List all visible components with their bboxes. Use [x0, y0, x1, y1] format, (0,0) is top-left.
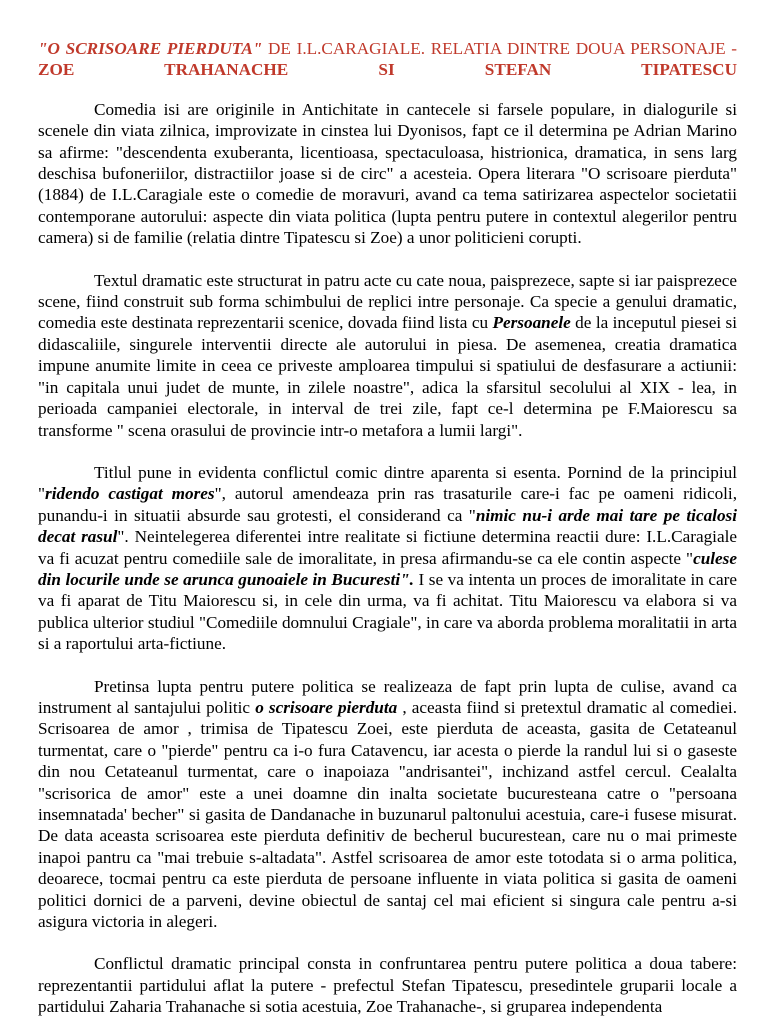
paragraph-text: Comedia isi are originile in Antichitate in cantecele si farsele populare, in dialogurile si scenele din viata zilnica, improvizate in cinstea lui Dyonisos, fapt ce il determina pe Adrian Marino sa afirme: "descendenta exuberanta, licentioasa, spectaculoasa, histrionica, dramatica, in sens larg deschisa bufoneriilor, distractiilor joase si de circ" a acesteia. Opera literara "O scrisoare pierduta" (1884) de I.L.Caragiale este o comedie de moravuri, avand ca tema satirizarea aspectelor societatii contemporane autorului: aspecte din viata politica (lupta pentru putere in contextul alegerilor pentru camera) si de familie (relatia dintre Tipatescu si Zoe) a unor politicieni corupti.	[38, 99, 737, 248]
emphasis-quote-gunoaiele: culese din locurile unde se arunca gunoaiele in Bucuresti".	[38, 548, 737, 589]
title-characters: ZOE TRAHANACHE SI STEFAN TIPATESCU	[38, 60, 737, 80]
paragraph-text: Titlul pune in evidenta conflictul comic dintre aparenta si esenta. Pornind de la principiul "	[38, 462, 737, 504]
paragraph-2	[38, 270, 737, 441]
paragraph-text: , aceasta fiind si pretextul dramatic al comediei. Scrisoarea de amor , trimisa de Tipatescu Zoei, este pierduta de aceasta, gasita de Cetateanul turmentat, care o "pierde" pentru ca i-o fura Catavencu, iar acesta o pierde la randul lui si o gaseste din nou Cetateanul turmentat, care o inapoiaza "andrisantei", inchizand astfel cercul. Cealalta "scrisorica de amor" este a unei doamne din inalta societate bucuresteana catre o "persoana insemnatada' becher" si gasita de Dandanache in buzunarul paltonului acestuia, care-i fusese misurat. De data aceasta scrisoarea este pierduta definitiv de becherul bucurestean, care nu o mai primeste inapoi pantru ca "mai trebuie s-altadata". Astfel scrisoarea de amor este totodata si o arma politica, deoarece, tocmai pentru ca este pierduta de persoane influente in viata politica si gasita de oameni politici dornici de a parveni, devine obiectul de santaj cel mai eficient si singura cale pentru a-si asigura victoria in alegeri.	[38, 697, 738, 932]
paragraph-text: Pretinsa lupta pentru putere politica se realizeaza de fapt prin lupta de culise, avand ca instrument al santajului politic	[38, 676, 737, 717]
paragraph-text: ". Neintelegerea diferentei intre realitate si fictiune determina reactii dure: I.L.Caragiale va fi acuzat pentru comediile sale de imoralitate, in presa afirmandu-se ca ele contin aspecte "	[38, 527, 737, 568]
emphasis-ridendo: ridendo castigat mores	[45, 484, 215, 504]
title-work-name: "O SCRISOARE PIERDUTA"	[38, 39, 263, 58]
paragraph-4	[38, 676, 737, 933]
paragraph-text: I se va intenta un proces de imoralitate in care va fi aparat de Titu Maiorescu si, in cele din urma, va fi achitat. Titu Maiorescu va elabora si va publica ulterior studiul "Comediile domnului Cragiale", in care va aborda problema moralitatii in arta si a raportului arta-fictiune.	[38, 569, 737, 654]
paragraph-1	[38, 99, 737, 249]
paragraph-5	[38, 953, 737, 1017]
paragraph-text: Textul dramatic este structurat in patru acte cu cate noua, paisprezece, sapte si iar paisprezece scene, fiind construit sub forma schimbului de replici intre personaje. Ca specie a genului dramatic, comedia este destinata reprezentarii scenice, dovada fiind lista cu	[38, 270, 738, 333]
paragraph-text: ", autorul amendeaza prin ras trasaturile care-i fac pe oameni ridicoli, punandu-i in situatii absurde sau grotesti, el considerand ca "	[38, 484, 738, 525]
paragraph-3	[38, 462, 737, 655]
title-author-relation: DE I.L.CARAGIALE. RELATIA DINTRE DOUA PERSONAJE -	[262, 39, 737, 58]
document-title	[38, 38, 737, 81]
emphasis-scrisoare-pierduta: o scrisoare pierduta	[255, 697, 398, 717]
emphasis-quote-rasul: nimic nu-i arde mai tare pe ticalosi decat rasul	[38, 505, 738, 547]
emphasis-persoanele: Persoanele	[492, 313, 571, 333]
paragraph-text: Conflictul dramatic principal consta in confruntarea pentru putere politica a doua tabere: reprezentantii partidului aflat la putere - prefectul Stefan Tipatescu, presedintele gruparii locale a partidului Zaharia Trahanache si sotia acestuia, Zoe Trahanache-, si gruparea independenta	[38, 954, 737, 1017]
paragraph-text: de la inceputul piesei si didascaliile, singurele interventii directe ale autorului in piesa. De asemenea, creatia dramatica impune anumite limite in ceea ce priveste amploarea timpului si spatiului de desfasurare a actiunii: "in capitala unui judet de munte, in zilele noastre", adica la sfarsitul secolului al XIX - lea, in perioada campaniei electorale, in interval de trei zile, fapt ce-l determina pe F.Maiorescu sa transforme " scena orasului de provincie intr-o metafora a lumii largi".	[38, 313, 738, 440]
